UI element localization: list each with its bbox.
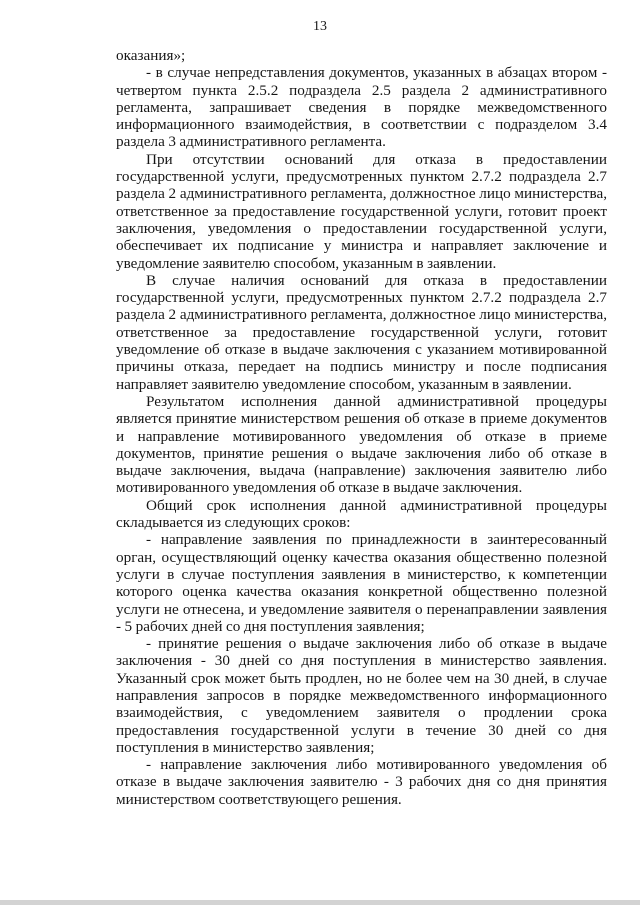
- page-number: 13: [313, 19, 327, 34]
- paragraph-procedure-result: Результатом исполнения данной административной процедуры является принятие министерством решения об отказе в приеме документов и направление мотивированного уведомления об отказе в приеме документов, принятие решения о выдаче заключения либо об отказе в выдаче заключения, выдача (направление) заключения заявителю либо мотивированного уведомления об отказе в выдаче заключения.: [116, 392, 607, 497]
- paragraph-continuation: оказания»;: [116, 47, 186, 64]
- paragraph-no-refusal-grounds: При отсутствии оснований для отказа в предоставлении государственной услуги, предусмотренных пунктом 2.7.2 подраздела 2.7 раздела 2 административного регламента, должностное лицо министерства, ответственное за предоставление государственной услуги, готовит проект заключения, уведомления о предоставлении государственной услуги, обеспечивает их подписание у министра и направляет заключение и уведомление заявителю способом, указанным в заявлении.: [116, 150, 607, 272]
- scan-bottom-edge: [0, 900, 640, 905]
- paragraph-request-documents: - в случае непредставления документов, указанных в абзацах втором - четвертом пункта 2.5.2 подраздела 2.5 раздела 2 административного регламента, запрашивает сведения в порядке межведомственного информационного взаимодействия, в соответствии с подразделом 3.4 раздела 3 административного регламента.: [116, 64, 607, 151]
- paragraph-term-sending: - направление заключения либо мотивированного уведомления об отказе в выдаче заключения заявителю - 3 рабочих дня со дня принятия министерством соответствующего решения.: [116, 756, 607, 808]
- paragraph-term-redirect: - направление заявления по принадлежности в заинтересованный орган, осуществляющий оценку качества оказания общественно полезной услуги в случае поступления заявления в министерство, к компетенции которого оценка качества оказания конкретной общественно полезной услуги не отнесена, и уведомление заявителя о перенаправлении заявления - 5 рабочих дней со дня поступления заявления;: [116, 531, 607, 635]
- paragraph-total-term: Общий срок исполнения данной административной процедуры складывается из следующих сроков:: [116, 496, 607, 532]
- paragraph-refusal-grounds: В случае наличия оснований для отказа в предоставлении государственной услуги, предусмотренных пунктом 2.7.2 подраздела 2.7 раздела 2 административного регламента, должностное лицо министерства, ответственное за предоставление государственной услуги, готовит уведомление об отказе в выдаче заключения с указанием мотивированной причины отказа, передает на подпись министру и после подписания направляет заявителю уведомление способом, указанным в заявлении.: [116, 271, 607, 393]
- document-body: [116, 47, 607, 808]
- paragraph-term-decision: - принятие решения о выдаче заключения либо об отказе в выдаче заключения - 30 дней со дня поступления в министерство заявления. Указанный срок может быть продлен, но не более чем на 30 дней, в случае направления запросов в порядке межведомственного информационного взаимодействия, с уведомлением заявителя о продлении срока предоставления государственной услуги в течение 30 дней со дня поступления в министерство заявления;: [116, 635, 607, 756]
